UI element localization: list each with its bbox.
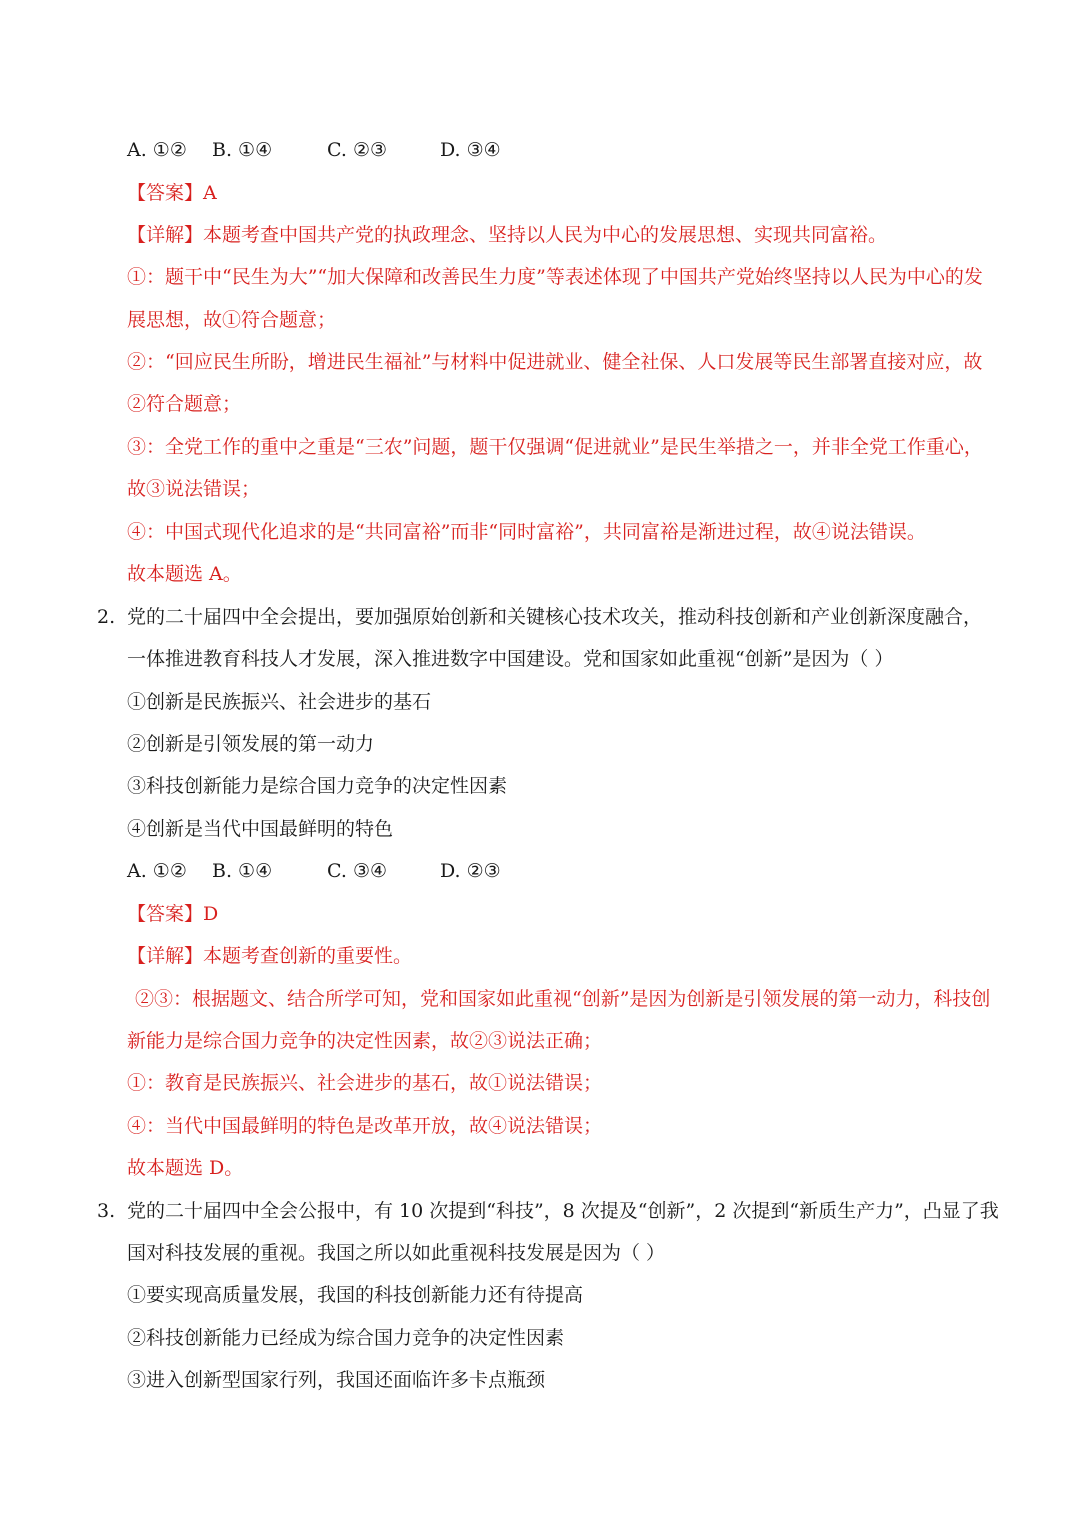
q3-stem-line: 党的二十届四中全会公报中，有 10 次提到“科技”，8 次提及“创新”，2 次提到“新质生产力”，凸显了我 xyxy=(127,1200,999,1222)
q1-analysis-line: ②符合题意； xyxy=(127,393,242,415)
q2-conclusion: 故本题选 D。 xyxy=(127,1157,244,1179)
q2-option-b: B. ①④ xyxy=(212,860,273,882)
q3-stem-line: 国对科技发展的重视。我国之所以如此重视科技发展是因为（ ） xyxy=(127,1242,666,1264)
q1-answer: 【答案】A xyxy=(127,182,217,204)
q3-item: ③进入创新型国家行列，我国还面临许多卡点瓶颈 xyxy=(127,1369,546,1391)
q2-item: ②创新是引领发展的第一动力 xyxy=(127,733,375,755)
q2-item: ①创新是民族振兴、社会进步的基石 xyxy=(127,691,432,713)
q1-analysis-line: 展思想，故①符合题意； xyxy=(127,309,337,331)
q1-option-d: D. ③④ xyxy=(440,139,501,161)
q3-item: ①要实现高质量发展，我国的科技创新能力还有待提高 xyxy=(127,1284,584,1306)
q1-analysis-line: ③：全党工作的重中之重是“三农”问题，题干仅强调“促进就业”是民生举措之一，并非全党工作重心， xyxy=(127,436,983,458)
q1-option-b: B. ①④ xyxy=(212,139,273,161)
q2-stem-line: 一体推进教育科技人才发展，深入推进数字中国建设。党和国家如此重视“创新”是因为（ ） xyxy=(127,648,894,670)
q3-item: ②科技创新能力已经成为综合国力竞争的决定性因素 xyxy=(127,1327,565,1349)
q1-conclusion: 故本题选 A。 xyxy=(127,563,242,585)
q2-number: 2. xyxy=(97,606,116,628)
q2-stem-line: 党的二十届四中全会提出，要加强原始创新和关键核心技术攻关，推动科技创新和产业创新深度融合， xyxy=(127,606,983,628)
q2-option-c: C. ③④ xyxy=(327,860,388,882)
q1-analysis-line: 故③说法错误； xyxy=(127,478,261,500)
q1-detail: 【详解】本题考查中国共产党的执政理念、坚持以人民为中心的发展思想、实现共同富裕。 xyxy=(127,224,888,246)
q2-option-d: D. ②③ xyxy=(440,860,501,882)
q2-option-a: A. ①② xyxy=(127,860,187,882)
q2-item: ③科技创新能力是综合国力竞争的决定性因素 xyxy=(127,775,508,797)
q2-analysis-line: ①：教育是民族振兴、社会进步的基石，故①说法错误； xyxy=(127,1072,603,1094)
q2-detail: 【详解】本题考查创新的重要性。 xyxy=(127,945,413,967)
q2-answer: 【答案】D xyxy=(127,903,219,925)
q1-option-c: C. ②③ xyxy=(327,139,388,161)
q2-analysis-line: ②③：根据题文、结合所学可知，党和国家如此重视“创新”是因为创新是引领发展的第一动力，科技创 xyxy=(135,988,991,1010)
q1-analysis-line: ②：“回应民生所盼，增进民生福祉”与材料中促进就业、健全社保、人口发展等民生部署直接对应，故 xyxy=(127,351,983,373)
q2-analysis-line: 新能力是综合国力竞争的决定性因素，故②③说法正确； xyxy=(127,1030,603,1052)
q1-analysis-line: ④：中国式现代化追求的是“共同富裕”而非“同时富裕”，共同富裕是渐进过程，故④说法错误。 xyxy=(127,521,926,543)
q2-analysis-line: ④：当代中国最鲜明的特色是改革开放，故④说法错误； xyxy=(127,1115,603,1137)
q1-option-a: A. ①② xyxy=(127,139,187,161)
q2-item: ④创新是当代中国最鲜明的特色 xyxy=(127,818,394,840)
q1-analysis-line: ①：题干中“民生为大”“加大保障和改善民生力度”等表述体现了中国共产党始终坚持以人民为中心的发 xyxy=(127,266,983,288)
q3-number: 3. xyxy=(97,1200,116,1222)
